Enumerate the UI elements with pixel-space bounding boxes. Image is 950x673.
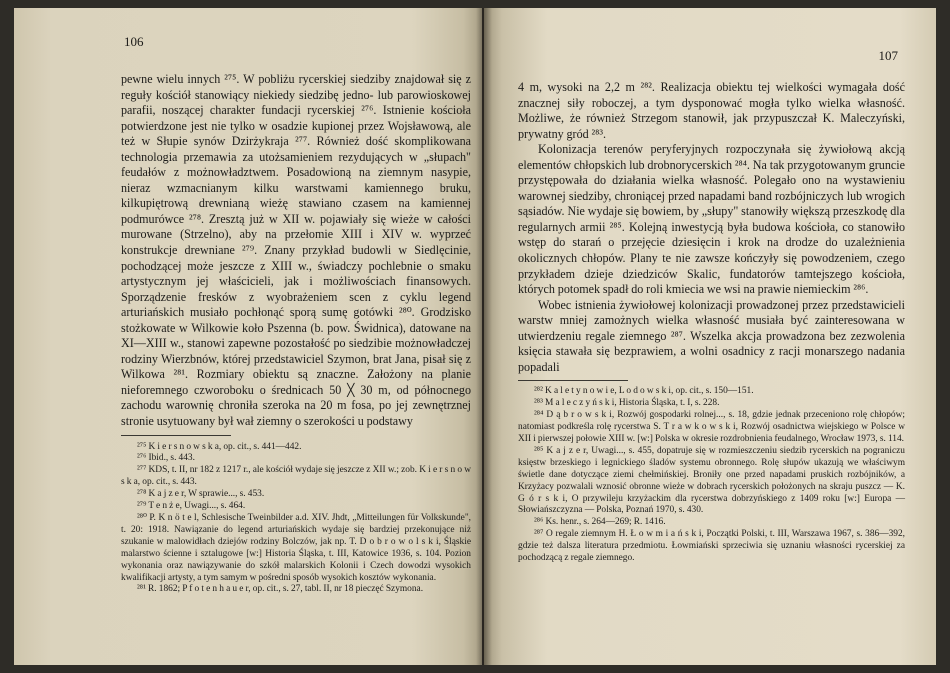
footnote-287: ²⁸⁷ O regale ziemnym H. Ł o w m i a ń s k i, Początki Polski, t. III, Warszawa 1967, s. 386—392, gdzie też dalsza literatura przedmiotu. Łowmiański sprzeciwia się uznaniu własności rycerskiej za pochodzącą z regale ziemnego. [518,529,905,564]
footnote-283: ²⁸³ M a l e c z y ń s k i, Historia Śląska, t. I, s. 228. [534,398,720,409]
paragraph: pewne wielu innych ²⁷⁵. W pobliżu rycerskiej siedziby znajdował się z reguły kościół stanowiący niekiedy siedzibę jedno- lub parowioskowej parafii, noszącej charakter fundacji rycerskiej ²⁷⁶. Istnienie kościoła potwierdzone jest nie tylko w osadzie kupionej przez Wojsławową, ale też w Słupie synów Dzirżykraja ²⁷⁷. Również dość skomplikowana technologia przemawia za utożsamieniem rezydujących w „słupach" feudałów z możnowładztwem. Posadowioną na ziemnym nasypie, nieraz wzmacnianym kilku warstwami kamiennego bruku, kilkupiętrową drewnianą wieżę stawiano czasem na kamiennej podmurówce ²⁷⁸. Zresztą już w XII w. pojawiały się wieże w całości murowane (Strzelno), aby na przełomie XIII i XIV w. wyprzeć konstrukcje drewniane ²⁷⁹. Znany przykład budowli w Siedlęcinie, pochodzącej może jeszcze z XIII w., świadczy pochlebnie o smaku artystycznym jej właścicieli, jak i możliwościach finansowych. Sporządzenie fresków z wyobrażeniem scen z cyklu legend arturiańskich musiało pochłonąć sporą sumę gotówki ²⁸⁰. Grodzisko stożkowate w Wilkowie koło Pszenna (b. pow. Świdnica), datowane na XI—XIII w., stanowi zapewne pozostałość po siedzibie możnowładczej rodziny Wierzbnów, której przedstawiciel Szymon, brat Jana, pisał się z Wilkowa ²⁸¹. Rozmiary obiektu są znaczne. Założony na planie nieforemnego czworoboku o średnicach 50 ╳ 30 m, od północnego zachodu warownię chroniła szeroka na 20 m fosa, po jej zewnętrznej stronie usytuowany był wał ziemny o szerokości u podstawy [121,72,471,429]
book-spread [14,8,936,665]
footnote-277: ²⁷⁷ KDS, t. II, nr 182 z 1217 r., ale kościół wydaje się jeszcze z XII w.; zob. K i e r s n o w s k a, op. cit., s. 443. [121,465,471,488]
footnote-280: ²⁸⁰ P. K n ö t e l, Schlesische Tweinbilder a.d. XIV. Jhdt, „Mitteilungen für Volkskunde", t. 20: 1918. Nawiązanie do legend arturiańskich wydaje się bardziej przekonujące niż szukanie w malowidłach dziejów rodziny Bolczów, jak np. T. D o b r o w o l s k i, Śląskie malarstwo ścienne i sztalugowe [w:] Historia Śląska, t. III, Katowice 1936, s. 104. Pozion wykonania oraz nawiązywanie do szkół malarskich Kolonii i Czech dowodzi wysokich kwalifikacji artysty, a tym samym w pośredni sposób wysokich kosztów wykonania. [121,513,471,583]
footnote-divider [121,435,231,436]
footnotes [121,442,471,597]
page-number-right: 107 [878,48,898,63]
footnote-282: ²⁸² K a l e t y n o w i e, L o d o w s k i, op. cit., s. 150—151. [534,386,754,397]
footnote-divider [518,380,628,381]
footnote-276: ²⁷⁶ Ibid., s. 443. [137,453,195,464]
footnote-278: ²⁷⁸ K a j z e r, W sprawie..., s. 453. [137,489,265,500]
footnote-284: ²⁸⁴ D ą b r o w s k i, Rozwój gospodarki rolnej..., s. 18, gdzie jednak przeceniono rolę chłopów; natomiast podkreśla rolę rycerstwa S. T r a w k o w s k i, Rozwój osadnictwa wiejskiego w Polsce w XII i pierwszej połowie XIII w. [w:] Polska w okresie rozdrobnienia feudalnego, Wrocław 1973, s. 114. [518,410,905,445]
paragraph: Kolonizacja terenów peryferyjnych rozpoczynała się żywiołową akcją elementów chłopskich lub drobnorycerskich ²⁸⁴. Na tak przygotowanym gruncie przystępowała do działania wielka własność. Polegało ono na wystawieniu warownej siedziby, chroniącej przed napadami band rozbójniczych lub wrogich sąsiadów. Nie wydaje się bowiem, by „słupy" stanowiły większą przeszkodę dla regularnych armii ²⁸⁵. Kolejną inwestycją była budowa kościoła, co stanowiło wstęp do starań o przejęcie dziesięcin i krok na drodze do uzależnienia okolicznych chłopów. Plany te nie zawsze kończyły się powodzeniem, czego przykładem dzieje dziedziców Skalic, fundatorów tamtejszego kościoła, których potomek spadł do roli kmiecia we wsi na prawie niemieckim ²⁸⁶. [518,142,905,297]
paragraph: 4 m, wysoki na 2,2 m ²⁸². Realizacja obiektu tej wielkości wymagała dość znacznej siły roboczej, a tym dysponować mogła tylko wielka własność. Możliwe, że również Strzegom stanowił, jak przypuszczał K. Maleczyński, prywatny gród ²⁸³. [518,80,905,141]
footnote-281: ²⁸¹ R. 1862; P f o t e n h a u e r, op. cit., s. 27, tabl. II, nr 18 pieczęć Szymona. [137,584,424,595]
page-number-left: 106 [124,34,144,49]
footnote-279: ²⁷⁹ T e n ż e, Uwagi..., s. 464. [137,501,246,512]
paragraph: Wobec istnienia żywiołowej kolonizacji prowadzonej przez przedstawicieli warstw mniej zamożnych wielka własność musiała być zainteresowana w utwierdzeniu regale ziemnego ²⁸⁷. Wszelka akcja prowadzona bez zezwolenia księcia stawała się bezprawiem, a wolni osadnicy z racji monarszego nadania popadali [518,297,905,374]
book-gutter [476,8,492,665]
footnote-285: ²⁸⁵ K a j z e r, Uwagi..., s. 455, dopatruje się w rozmieszczeniu siedzib rycerskich na pograniczu księstw brzeskiego i legnickiego śladów systemu obronnego. Rolę słupów ukazują we właściwym świetle dane dotyczące ziemi chełmińskiej. Broniły one przed napadami pruskich rozbójników, a Krzyżacy pozwalali wznosić obronne wieże w dobrach rycerskich położonych na skraju puszcz — K. G ó r s k i, O przywileju krzyżackim dla rycerstwa dobrzyńskiego z 1409 roku [w:] Europa — Słowiańszczyzna — Polska, Poznań 1970, s. 430. [518,445,905,516]
left-page [14,8,482,665]
right-page [484,8,936,665]
footnotes [518,386,905,565]
left-page-body [121,72,471,596]
footnote-286: ²⁸⁶ Ks. henr., s. 264—269; R. 1416. [534,517,666,528]
right-page-body [518,80,905,565]
footnote-275: ²⁷⁵ K i e r s n o w s k a, op. cit., s. 441—442. [137,441,302,452]
